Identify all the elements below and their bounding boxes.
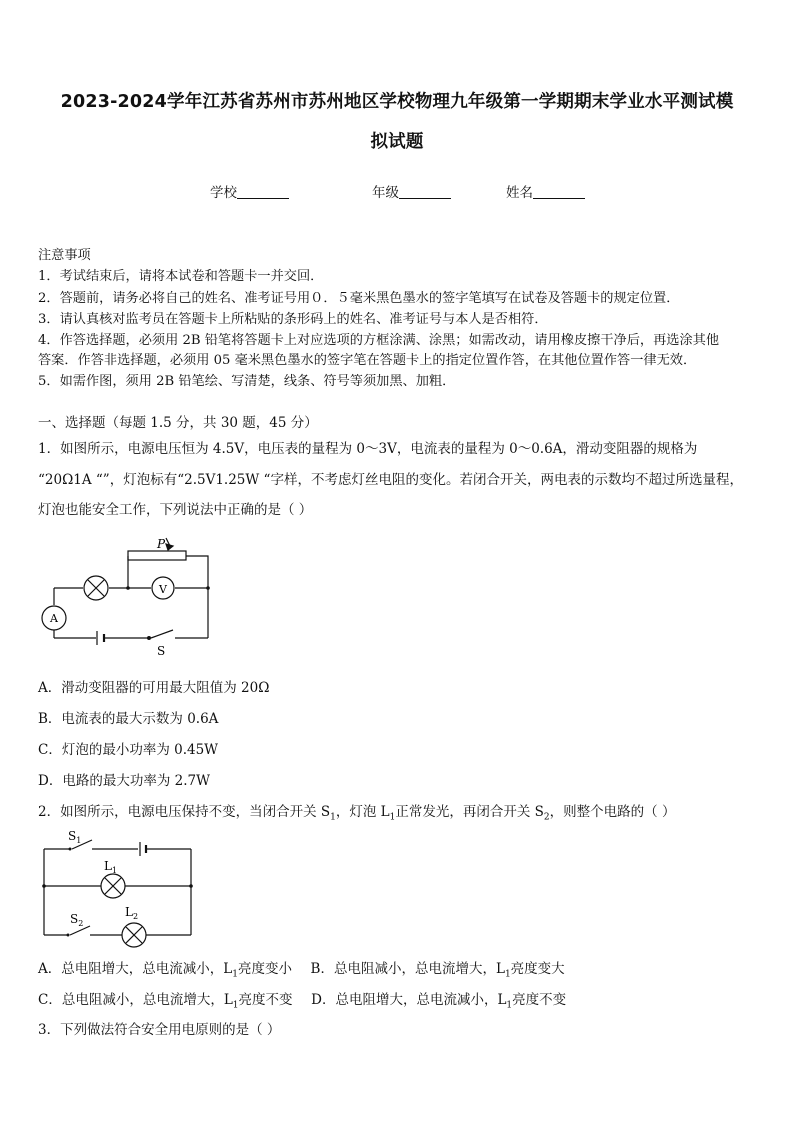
question-2-circuit-diagram <box>36 825 201 950</box>
switch-s1-label: S <box>68 829 77 843</box>
question-1-option-d[interactable]: D．电路的最大功率为 2.7W <box>38 773 210 789</box>
name-field[interactable] <box>506 181 585 201</box>
notice-item: 1．考试结束后，请将本试卷和答题卡一并交回． <box>38 269 324 284</box>
page-title-line-1: 2023-2024学年江苏省苏州市苏州地区学校物理九年级第一学期期末学业水平测试模 <box>60 92 734 112</box>
notice-item: 答案．作答非选择题，必须用 05 毫米黑色墨水的签字笔在答题卡上的指定位置作答，在其他位置作答一律无效． <box>38 353 697 368</box>
svg-text:L1: $L_1$ <box>104 859 118 875</box>
question-1-stem-line: 灯泡也能安全工作，下列说法中正确的是（ ） <box>38 502 313 518</box>
switch-icon <box>151 630 173 638</box>
ammeter-label: A <box>50 612 58 625</box>
rheostat-resistor <box>128 551 186 560</box>
question-1-option-a[interactable]: A．滑动变阻器的可用最大阻值为 20Ω <box>38 680 270 696</box>
question-2-option-a[interactable]: A．总电阻增大，总电流减小，$L_1$亮度变小 <box>38 961 292 980</box>
voltmeter-label: V <box>159 583 167 596</box>
question-1-option-b[interactable]: B．电流表的最大示数为 0.6A <box>38 711 219 727</box>
notice-heading: 注意事项 <box>38 248 91 263</box>
lamp-l1-label: L <box>104 859 112 873</box>
school-label: 学校 <box>210 185 237 201</box>
switch-label: S <box>157 644 166 658</box>
name-label: 姓名 <box>506 185 533 201</box>
question-1-option-c[interactable]: C．灯泡的最小功率为 0.45W <box>38 742 219 758</box>
grade-blank[interactable] <box>399 184 451 199</box>
question-1-circuit-diagram <box>36 526 221 661</box>
lamp-l2-label: L <box>125 905 133 919</box>
grade-field[interactable] <box>372 181 451 201</box>
question-2-stem: 2．如图所示，电源电压保持不变，当闭合开关 $S_1$，灯泡 $L_1$正常发光，再闭合开关 $S_2$，则整个电路的（ ） <box>38 804 676 823</box>
section-heading: 一、选择题（每题 1.5 分，共 30 题，45 分） <box>38 415 318 431</box>
switch-s2-label: S <box>70 912 79 926</box>
page-title-line-2: 拟试题 <box>370 132 424 152</box>
svg-text:S2: $S_2$ <box>70 912 84 928</box>
notice-item: 2．答题前，请务必将自己的姓名、准考证号用０．５毫米黑色墨水的签字笔填写在试卷及答题卡的规定位置． <box>38 291 680 306</box>
question-2-option-c[interactable]: C．总电阻减小，总电流增大，$L_1$亮度不变 <box>38 992 293 1011</box>
svg-text:S1: $S_1$ <box>68 829 82 845</box>
notice-item: 4．作答选择题，必须用 2B 铅笔将答题卡上对应选项的方框涂满、涂黑；如需改动，请用橡皮擦干净后，再选涂其他 <box>38 333 720 348</box>
question-2-option-b[interactable]: B．总电阻减小，总电流增大，$L_1$亮度变大 <box>310 961 565 980</box>
question-3-stem: 3．下列做法符合安全用电原则的是（ ） <box>38 1022 281 1038</box>
question-1-stem-line: 1．如图所示，电源电压恒为 4.5V，电压表的量程为 0～3V，电流表的量程为 0～0.6A，滑动变阻器的规格为 <box>38 441 698 457</box>
notice-item: 3．请认真核对监考员在答题卡上所粘贴的条形码上的姓名、准考证号与本人是否相符． <box>38 312 548 327</box>
question-2-options-row-2 <box>38 988 566 1011</box>
question-2-options-row-1 <box>38 957 565 980</box>
school-blank[interactable] <box>237 184 289 199</box>
school-field[interactable] <box>210 181 289 201</box>
question-2-option-d[interactable]: D．总电阻增大，总电流减小，$L_1$亮度不变 <box>311 992 567 1011</box>
rheostat-slider-label: P <box>157 537 166 551</box>
svg-text:L2: $L_2$ <box>125 905 139 921</box>
notice-item: 5．如需作图，须用 2B 铅笔绘、写清楚，线条、符号等须加黑、加粗． <box>38 374 456 389</box>
question-1-stem-line: “20Ω1A “”，灯泡标有“2.5V1.25W “字样，不考虑灯丝电阻的变化。若闭合开关，两电表的示数均不超过所选量程， <box>38 472 743 488</box>
name-blank[interactable] <box>533 184 585 199</box>
grade-label: 年级 <box>372 185 399 201</box>
